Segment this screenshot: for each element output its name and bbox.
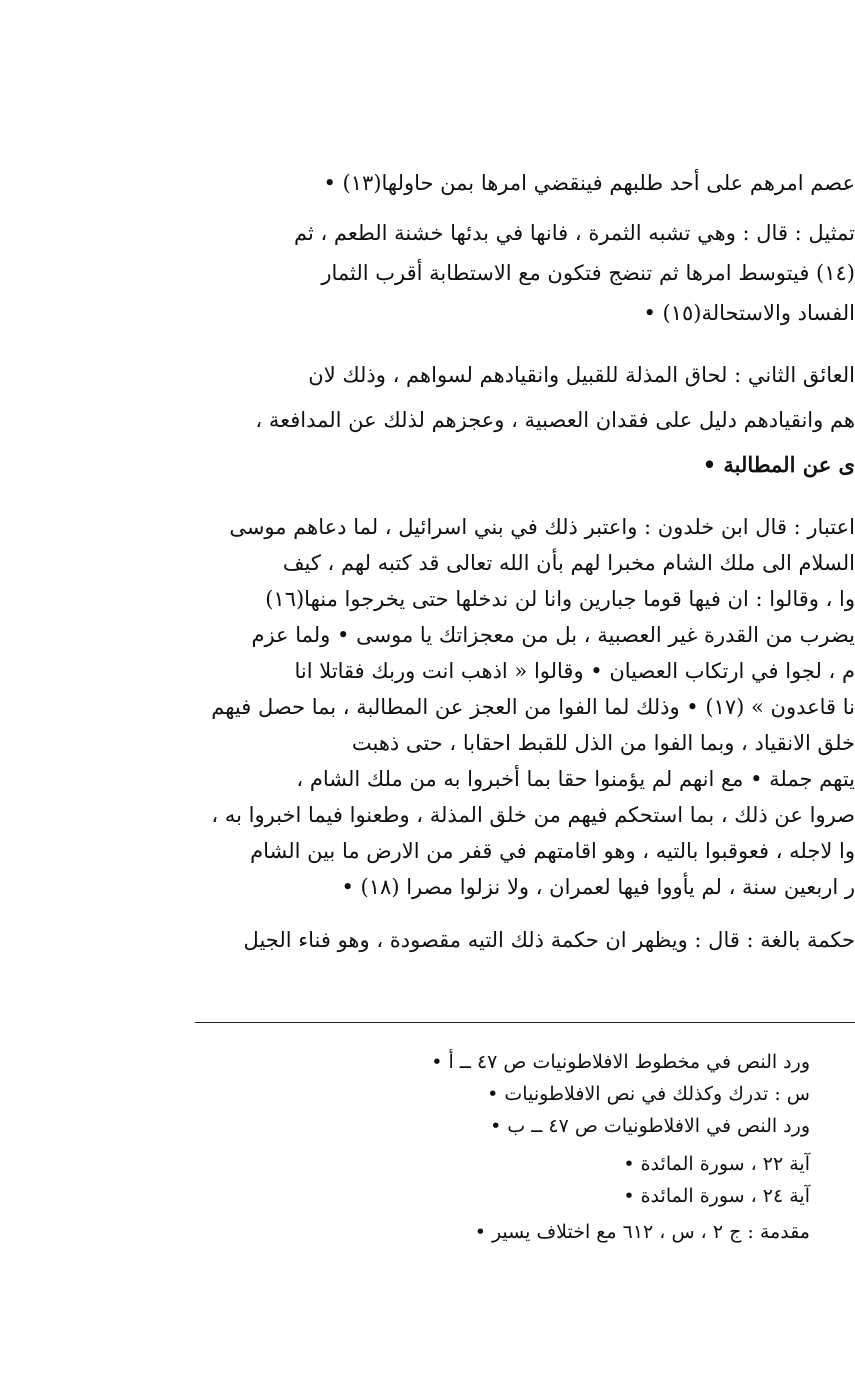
text-line: ى عن المطالبة •: [702, 452, 855, 477]
footnote: ورد النص في الافلاطونيات ص ٤٧ ــ ب •: [490, 1115, 810, 1137]
text-line: وا ، وقالوا : ان فيها قوما جبارين وانا لن ندخلها حتى يخرجوا منها(١٦): [265, 587, 855, 611]
text-line: العائق الثاني : لحاق المذلة للقبيل وانقيادهم لسواهم ، وذلك لان: [308, 363, 855, 387]
text-line: نا قاعدون » (١٧) • وذلك لما الفوا من العجز عن المطالبة ، بما حصل فيهم: [211, 695, 855, 719]
footnote: آية ٢٤ ، سورة المائدة •: [623, 1185, 810, 1207]
text-line: اعتبار : قال ابن خلدون : واعتبر ذلك في بني اسرائيل ، لما دعاهم موسى: [229, 515, 855, 539]
text-line: حكمة بالغة : قال : ويظهر ان حكمة ذلك التيه مقصودة ، وهو فناء الجيل: [243, 928, 855, 952]
text-line: تمثيل : قال : وهي تشبه الثمرة ، فانها في بدئها خشنة الطعم ، ثم: [293, 221, 855, 245]
text-line: ر اربعين سنة ، لم يأووا فيها لعمران ، ولا نزلوا مصرا (١٨) •: [341, 875, 855, 899]
text-line: صروا عن ذلك ، بما استحكم فيهم من خلق المذلة ، وطعنوا فيما اخبروا به ،: [211, 803, 855, 827]
text-line: يتهم جملة • مع انهم لم يؤمنوا حقا بما أخبروا به من ملك الشام ،: [296, 767, 855, 791]
text-line: هم وانقيادهم دليل على فقدان العصبية ، وعجزهم لذلك عن المدافعة ،: [255, 408, 855, 432]
text-line: عصم امرهم على أحد طلبهم فينقضي امرها بمن حاولها(١٣) •: [323, 171, 855, 195]
text-line: يضرب من القدرة غير العصبية ، بل من معجزاتك يا موسى • ولما عزم: [251, 623, 855, 647]
footnote: ورد النص في مخطوط الافلاطونيات ص ٤٧ ــ أ •: [431, 1051, 810, 1073]
footnote: مقدمة : ج ٢ ، س ، ٦١٢ مع اختلاف يسير •: [474, 1221, 810, 1243]
text-line: السلام الى ملك الشام مخبرا لهم بأن الله تعالى قد كتبه لهم ، كيف: [282, 551, 855, 575]
text-line: (١٤) فيتوسط امرها ثم تنضج فتكون مع الاستطابة أقرب الثمار: [321, 261, 855, 285]
footnote: آية ٢٢ ، سورة المائدة •: [623, 1153, 810, 1175]
text-line: خلق الانقياد ، وبما الفوا من الذل للقبط احقابا ، حتى ذهبت: [351, 731, 855, 755]
footnote-divider: [195, 1022, 855, 1023]
text-line: الفساد والاستحالة(١٥) •: [643, 301, 855, 325]
text-line: وا لاجله ، فعوقبوا بالتيه ، وهو اقامتهم في قفر من الارض ما بين الشام: [250, 839, 855, 863]
footnote: س : تدرك وكذلك في نص الافلاطونيات •: [487, 1083, 810, 1105]
text-line: م ، لجوا في ارتكاب العصيان • وقالوا « اذهب انت وربك فقاتلا انا: [294, 659, 855, 683]
